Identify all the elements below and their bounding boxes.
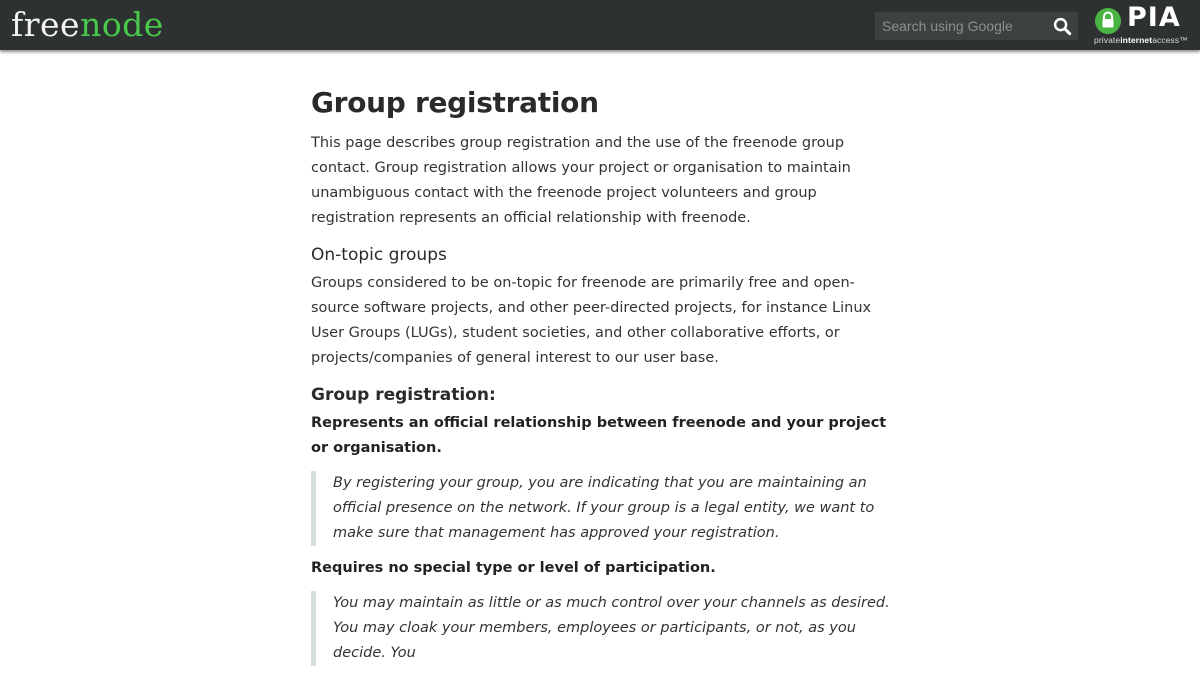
logo-text-node: node (80, 5, 164, 44)
pia-tagline-suffix: access™ (1152, 35, 1188, 45)
blockquote-text: You may maintain as little or as much control over your channels as desired. You may cloak your members, employees or participants, or not, as you decide. You (333, 595, 890, 661)
search-input[interactable] (875, 12, 1045, 40)
top-navigation-bar (0, 0, 1200, 50)
blockquote-official-presence (311, 471, 891, 546)
lock-icon (1094, 7, 1122, 35)
search-box (875, 12, 1078, 40)
pia-sponsor-logo[interactable] (1093, 2, 1197, 47)
pia-tagline-bold: internet (1120, 35, 1153, 45)
blockquote-text: By registering your group, you are indicating that you are maintaining an official presence on the network. If your group is a legal entity, we want to make sure that management has approved your registration. (333, 475, 875, 541)
pia-wordmark: PIA (1127, 2, 1181, 33)
search-icon (1053, 17, 1072, 36)
pia-tagline (1094, 35, 1188, 45)
article-content (311, 85, 891, 676)
point-official-relationship: Represents an official relationship between freenode and your project or organisation. (311, 415, 887, 456)
intro-paragraph: This page describes group registration and the use of the freenode group contact. Group registration allows your project or organisation to maintain unambiguous contact with the freenode project volunteers and group registration represents an official relationship with freenode. (311, 135, 851, 226)
section-heading-group-registration: Group registration: (311, 385, 496, 405)
page-title: Group registration (311, 86, 599, 119)
point-no-special-participation: Requires no special type or level of participation. (311, 560, 716, 576)
section-heading-on-topic-groups: On-topic groups (311, 245, 447, 265)
blockquote-channel-control (311, 591, 891, 666)
on-topic-paragraph: Groups considered to be on-topic for freenode are primarily free and open-source software projects, and other peer-directed projects, for instance Linux User Groups (LUGs), student societies, and other collaborative efforts, or projects/companies of general interest to our user base. (311, 275, 872, 366)
freenode-logo[interactable] (11, 5, 164, 45)
pia-tagline-prefix: private (1094, 35, 1121, 45)
logo-text-free: free (11, 5, 81, 44)
search-button[interactable] (1049, 14, 1075, 38)
